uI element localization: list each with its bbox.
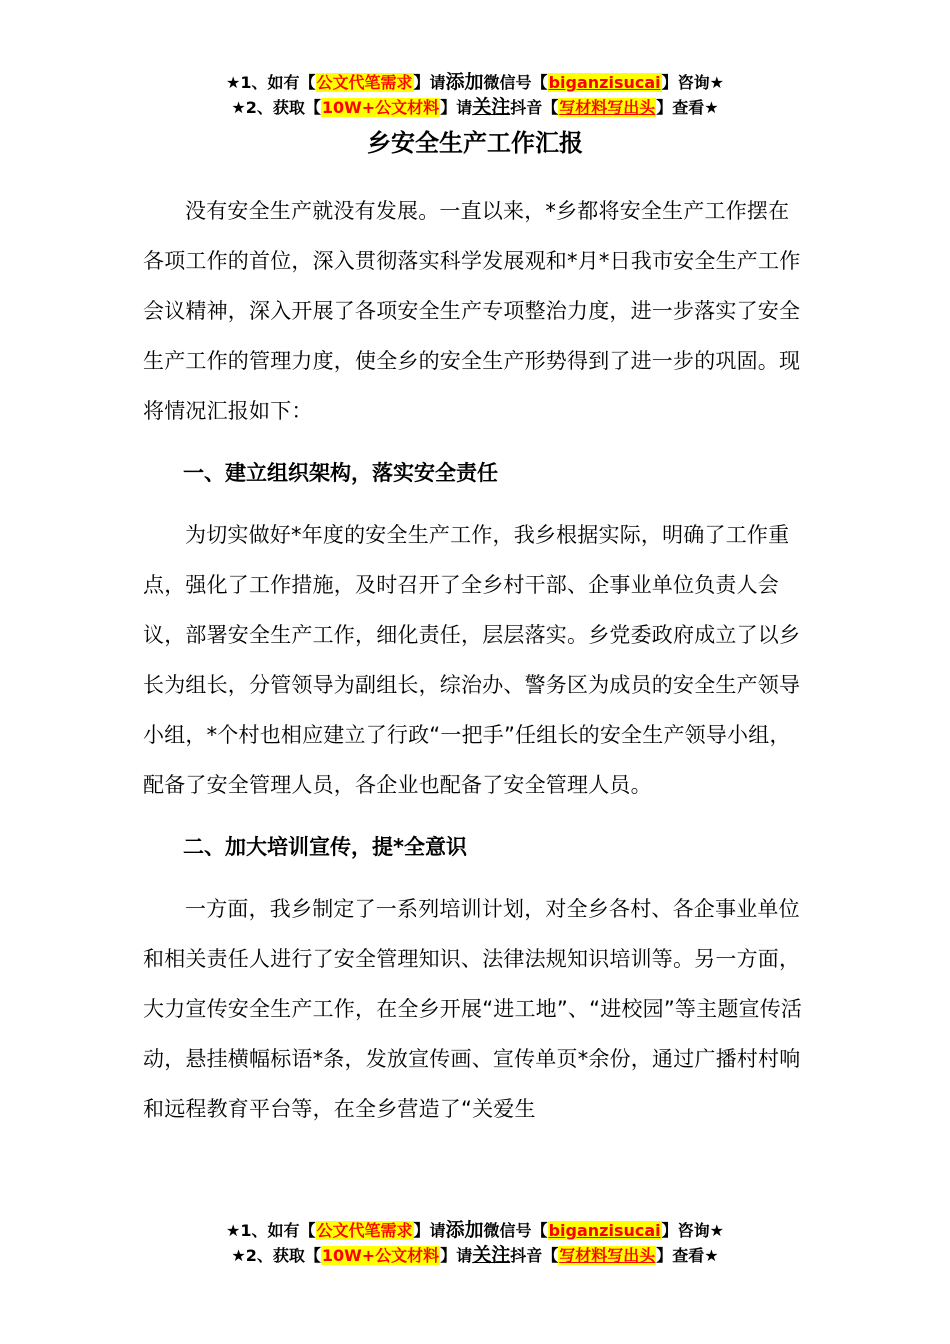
banner-text: 】请: [440, 98, 473, 117]
banner-emphasis: 关注: [472, 1244, 511, 1266]
section-1-paragraph: 为切实做好*年度的安全生产工作，我乡根据实际，明确了工作重点，强化了工作措施，及时召开了全乡村干部、企事业单位负责人会议，部署安全生产工作，细化责任，层层落实。乡党委政府成立了以乡长为组长，分管领导为副组长，综治办、警务区为成员的安全生产领导小组，*个村也相应建立了行政“一把手”任组长的安全生产领导小组，配备了安全管理人员，各企业也配备了安全管理人员。: [143, 523, 801, 797]
banner-text: ★1、如有【: [226, 1221, 316, 1240]
wechat-id-link[interactable]: biganzisucai: [548, 1221, 661, 1240]
banner-text: 】请: [440, 1246, 473, 1265]
banner-highlight: 公文代笔需求: [316, 1221, 413, 1240]
banner-emphasis: 添加: [445, 1219, 484, 1241]
douyin-id-link[interactable]: 写材料写出头: [559, 1246, 656, 1265]
section-2-paragraph: 一方面，我乡制定了一系列培训计划，对全乡各村、各企事业单位和相关责任人进行了安全管理知识、法律法规知识培训等。另一方面，大力宣传安全生产工作，在全乡开展“进工地”、“进校园”等主题宣传活动，悬挂横幅标语*条，发放宣传画、宣传单页*余份，通过广播村村响和远程教育平台等，在全乡营造了“关爱生: [143, 897, 803, 1121]
banner-emphasis: 添加: [445, 71, 484, 93]
intro-paragraph: 没有安全生产就没有发展。一直以来，*乡都将安全生产工作摆在各项工作的首位，深入贯彻落实科学发展观和*月*日我市安全生产工作会议精神，深入开展了各项安全生产专项整治力度，进一步落实了安全生产工作的管理力度，使全乡的安全生产形势得到了进一步的巩固。现将情况汇报如下：: [143, 199, 801, 423]
document-body: [143, 186, 807, 1134]
banner-text: 】查看★: [656, 98, 719, 117]
footer-banner: [0, 1218, 950, 1268]
banner-text: 】咨询★: [661, 1221, 724, 1240]
banner-text: 抖音【: [510, 98, 559, 117]
banner-line-2: [0, 1243, 950, 1268]
banner-highlight: 10W+公文材料: [321, 98, 440, 117]
banner-highlight: 10W+公文材料: [321, 1246, 440, 1265]
section-2-heading: 二、加大培训宣传，提*全意识: [183, 835, 467, 859]
banner-text: 】咨询★: [661, 73, 724, 92]
banner-text: 】查看★: [656, 1246, 719, 1265]
banner-text: ★2、获取【: [231, 1246, 321, 1265]
banner-emphasis: 关注: [472, 96, 511, 118]
banner-text: 微信号【: [483, 73, 548, 92]
banner-line-1: [0, 70, 950, 95]
section-1-heading: 一、建立组织架构，落实安全责任: [183, 461, 498, 485]
banner-line-2: [0, 95, 950, 120]
banner-text: ★2、获取【: [231, 98, 321, 117]
banner-highlight: 公文代笔需求: [316, 73, 413, 92]
banner-text: 】请: [413, 1221, 446, 1240]
banner-text: 微信号【: [483, 1221, 548, 1240]
banner-line-1: [0, 1218, 950, 1243]
douyin-id-link[interactable]: 写材料写出头: [559, 98, 656, 117]
banner-text: ★1、如有【: [226, 73, 316, 92]
document-title: 乡安全生产工作汇报: [367, 129, 583, 157]
banner-text: 抖音【: [510, 1246, 559, 1265]
banner-text: 】请: [413, 73, 446, 92]
wechat-id-link[interactable]: biganzisucai: [548, 73, 661, 92]
header-banner: [0, 70, 950, 120]
